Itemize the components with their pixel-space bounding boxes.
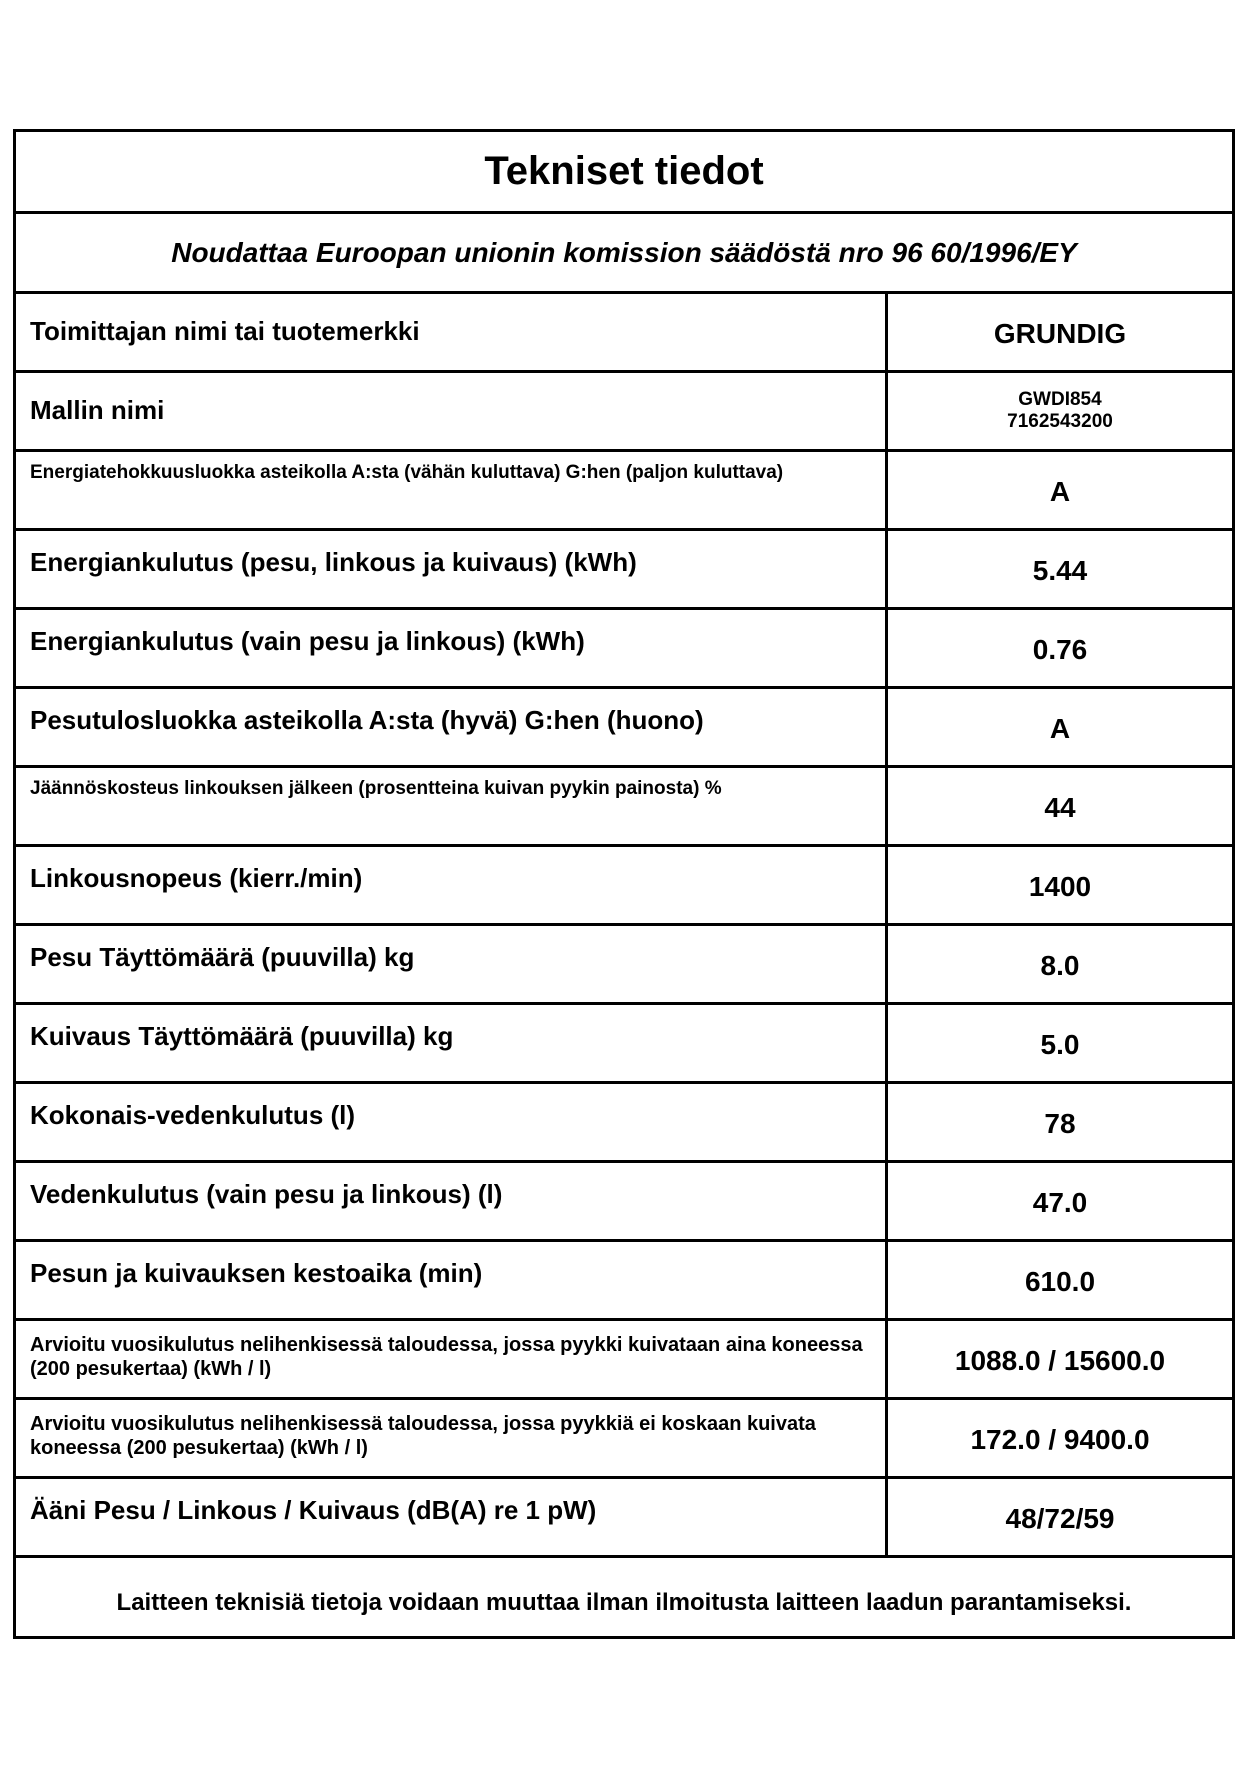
- table-row: [16, 926, 1232, 1005]
- page-title: Tekniset tiedot: [16, 132, 1232, 214]
- spec-label: Linkousnopeus (kierr./min): [16, 847, 888, 923]
- spec-value: 172.0 / 9400.0: [970, 1424, 1150, 1455]
- table-row: [16, 847, 1232, 926]
- spec-label: Toimittajan nimi tai tuotemerkki: [16, 294, 888, 370]
- table-row: [16, 610, 1232, 689]
- spec-value: 0.76: [1032, 634, 1088, 665]
- spec-label: Arvioitu vuosikulutus nelihenkisessä taloudessa, jossa pyykkiä ei koskaan kuivata koneessa (200 pesukertaa) (kWh / l): [16, 1400, 888, 1476]
- spec-value: 1400: [1028, 871, 1092, 902]
- spec-label: Jäännöskosteus linkouksen jälkeen (prosentteina kuivan pyykin painosta) %: [16, 768, 888, 844]
- table-row: [16, 1400, 1232, 1479]
- spec-label: Pesutulosluokka asteikolla A:sta (hyvä) G:hen (huono): [16, 689, 888, 765]
- spec-value: 48/72/59: [1005, 1503, 1115, 1534]
- table-row: [16, 1005, 1232, 1084]
- spec-label: Kuivaus Täyttömäärä (puuvilla) kg: [16, 1005, 888, 1081]
- spec-label: Pesun ja kuivauksen kestoaika (min): [16, 1242, 888, 1318]
- table-row: [16, 689, 1232, 768]
- spec-value: 47.0: [1032, 1187, 1088, 1218]
- spec-label: Energiankulutus (pesu, linkous ja kuivaus) (kWh): [16, 531, 888, 607]
- spec-label: Ääni Pesu / Linkous / Kuivaus (dB(A) re 1 pW): [16, 1479, 888, 1555]
- spec-value: 5.0: [1040, 1029, 1080, 1060]
- spec-value: 5.44: [1032, 555, 1088, 586]
- spec-label: Pesu Täyttömäärä (puuvilla) kg: [16, 926, 888, 1002]
- spec-label: Mallin nimi: [16, 373, 888, 449]
- table-row: [16, 1242, 1232, 1321]
- spec-label: Energiatehokkuusluokka asteikolla A:sta (vähän kuluttava) G:hen (paljon kuluttava): [16, 452, 888, 528]
- table-row: [16, 294, 1232, 373]
- table-row: [16, 1163, 1232, 1242]
- spec-value: [888, 373, 1232, 449]
- disclaimer-note: Laitteen teknisiä tietoja voidaan muuttaa ilman ilmoitusta laitteen laadun parantamiseksi.: [116, 1588, 1132, 1616]
- spec-value: 8.0: [1040, 950, 1080, 981]
- spec-value: GRUNDIG: [993, 318, 1127, 349]
- table-row: [16, 768, 1232, 847]
- spec-value: 1088.0 / 15600.0: [954, 1345, 1166, 1376]
- table-row: [16, 1479, 1232, 1558]
- model-name-value: GWDI854: [1018, 389, 1102, 410]
- regulation-subtitle: Noudattaa Euroopan unionin komission säädöstä nro 96 60/1996/EY: [16, 214, 1232, 294]
- table-row: [16, 531, 1232, 610]
- table-row: [16, 1321, 1232, 1400]
- spec-value: 610.0: [1024, 1266, 1096, 1297]
- table-row: [16, 452, 1232, 531]
- spec-table: [16, 294, 1232, 1558]
- spec-value: 78: [1044, 1108, 1076, 1139]
- spec-label: Arvioitu vuosikulutus nelihenkisessä taloudessa, jossa pyykki kuivataan aina koneessa (200 pesukertaa) (kWh / l): [16, 1321, 888, 1397]
- spec-sheet: [13, 129, 1235, 1639]
- table-row: [16, 373, 1232, 452]
- spec-value: 44: [1044, 792, 1076, 823]
- spec-value: A: [1049, 476, 1071, 507]
- spec-label: Kokonais-vedenkulutus (l): [16, 1084, 888, 1160]
- spec-label: Vedenkulutus (vain pesu ja linkous) (l): [16, 1163, 888, 1239]
- spec-label: Energiankulutus (vain pesu ja linkous) (kWh): [16, 610, 888, 686]
- spec-value: A: [1049, 713, 1071, 744]
- model-number-value: 7162543200: [1007, 411, 1113, 432]
- table-row: [16, 1084, 1232, 1163]
